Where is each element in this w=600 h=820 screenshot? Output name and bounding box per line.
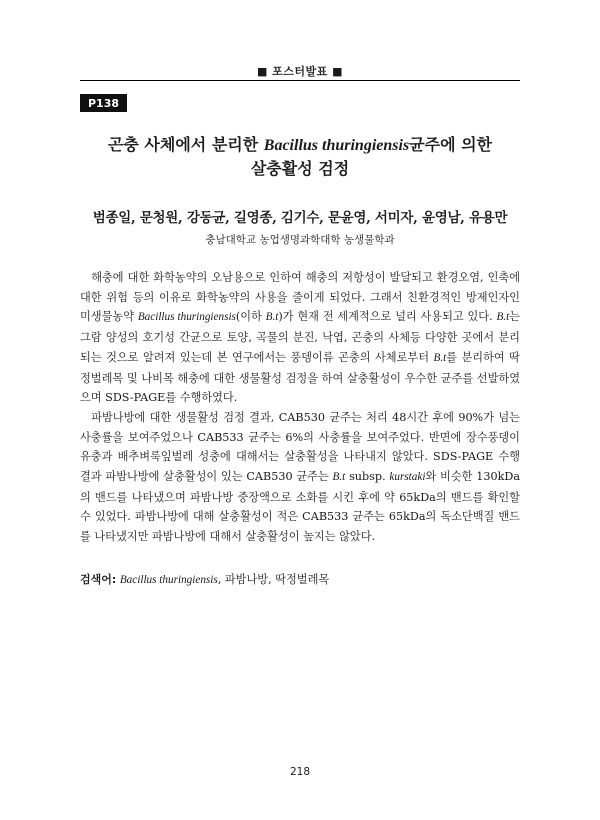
keyword-species: Bacillus thuringiensis [119,574,218,586]
species-abbrev: B.t [332,471,346,484]
species-abbrev: B.t [496,311,510,324]
section-header: ■ 포스터발표 ■ [256,65,344,78]
species-name: Bacillus thuringiensis [137,311,236,324]
text-run: (이하 [235,310,266,324]
species-abbrev: B.t [265,311,279,324]
abstract-paragraph-2 [80,408,520,547]
title-species: Bacillus thuringiensis [263,137,410,154]
text-run: 는 그람 양성의 호기성 간균으로 토양, 곡물의 분진, 낙엽, 곤충의 사체등 다양한 곳에서 분리되는 것으로 알려져 있는데 본 연구에서는 풍뎅이류 곤충의 사체로부터 [80,310,520,364]
text-run: 파밤나방에 대한 생물활성 검정 결과, CAB530 균주는 처리 48시간 후에 90%가 넘는 사충률을 보여주었으나 CAB533 균주는 6%의 사충률을 보여주었다. 반면에 장수풍뎅이 유충과 배추벼룩잎벌레 성충에 대해서는 살충활성을 나타내지 않았다. SDS-PAGE 수행 결과 파밤나방에 살충활성이 있는 CAB530 균주는 [80,410,520,484]
keywords-rest: , 파밤나방, 딱정벌레목 [217,573,330,586]
species-abbrev: B.t [433,351,447,364]
abstract-paragraph-1 [80,268,520,408]
text-run: 와 비슷한 130kDa의 밴드를 나타냈으며 파밤나방 중장액으로 소화를 시킨 후에 약 65kDa의 밴드를 확인할 수 있었다. 파밤나방에 대해 살충활성이 적은 CAB533 균주는 65kDa의 독소단백질 밴드를 나타냈지만 파밤나방에 대해서 살충활성이 높지는 않았다. [80,470,520,544]
header-rule [80,80,520,81]
page-number: 218 [289,766,311,778]
poster-id-badge: P138 [80,94,127,112]
text-run: 를 분리하여 딱정벌레목 및 나비목 해충에 대한 생물활성 검정을 하여 살충활성이 우수한 균주를 선발하였으며 SDS-PAGE를 수행하였다. [80,350,520,405]
title-part1: 곤충 사체에서 분리한 [107,135,264,154]
paper-title [60,133,540,180]
keywords-label: 검색어: [80,573,117,586]
title-line2: 살충활성 검정 [250,159,350,178]
keywords [80,571,520,587]
text-run: 해충에 대한 화학농약의 오남용으로 인하여 해충의 저항성이 발달되고 환경오염, 인축에 대한 위험 등의 이유로 화학농약의 사용을 줄이게 되었다. 그래서 친환경적인 방제인자인 미생물농약 [80,271,520,324]
affiliation: 충남대학교 농업생명과학대학 농생물학과 [205,234,395,246]
author-list: 범종일, 문청원, 강동균, 길영종, 김기수, 문윤영, 서미자, 윤영남, 유용만 [92,210,508,226]
text-run: subsp. [345,470,390,484]
subspecies-name: kurstaki [389,471,426,484]
abstract [80,268,520,547]
text-run: )가 현재 전 세계적으로 널리 사용되고 있다. [278,310,497,324]
title-part2: 균주에 의한 [409,135,493,154]
